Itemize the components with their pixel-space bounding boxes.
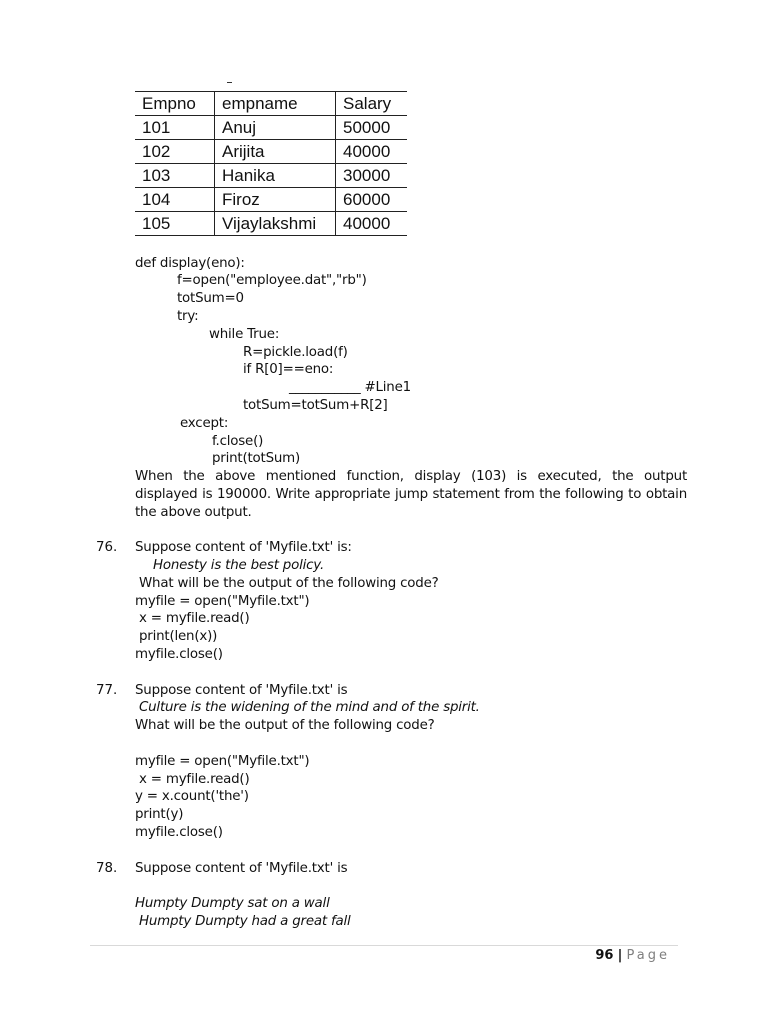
question-text: Suppose content of 'Myfile.txt' is [135,683,348,698]
code-line: myfile = open("Myfile.txt") [135,754,310,769]
code-line: f.close() [212,434,264,449]
table-row [135,116,407,140]
page-footer [595,948,670,963]
table-header-cell: empname [215,92,336,116]
file-content-text: Humpty Dumpty sat on a wall [135,896,330,911]
table-cell: 40000 [336,140,408,164]
code-line: print(len(x)) [139,629,218,644]
page-label: Page [626,948,670,963]
question-number: 78. [96,861,118,876]
question-paragraph: When the above mentioned function, display (103) is executed, the output displayed is 190000. Write appropriate jump statement from the following to obtain the above output. [135,469,687,520]
table-header-cell: Salary [336,92,408,116]
code-line: if R[0]==eno: [243,362,334,377]
file-content-text: Humpty Dumpty had a great fall [139,914,351,929]
table-cell: Firoz [215,188,336,212]
table-cell: 50000 [336,116,408,140]
code-line: myfile.close() [135,647,223,662]
code-line: x = myfile.read() [139,611,250,626]
footer-divider [90,945,678,946]
question-text: Suppose content of 'Myfile.txt' is [135,861,348,876]
code-line: totSum=0 [177,291,244,306]
code-line: while True: [209,327,280,342]
table-row [135,140,407,164]
code-line: x = myfile.read() [139,772,250,787]
question-text: Suppose content of 'Myfile.txt' is: [135,540,352,555]
code-line-blank: ___________ #Line1 [289,380,411,395]
table-cell: 104 [135,188,215,212]
code-line: try: [177,309,199,324]
question-text: What will be the output of the following code? [135,718,435,733]
table-cell: Vijaylakshmi [215,212,336,236]
table-cell: 102 [135,140,215,164]
code-line: print(totSum) [212,451,301,466]
code-line: print(y) [135,807,184,822]
table-header-cell: Empno [135,92,215,116]
code-line: totSum=totSum+R[2] [243,398,388,413]
table-cell: 60000 [336,188,408,212]
table-row [135,188,407,212]
code-line: myfile.close() [135,825,223,840]
code-line: myfile = open("Myfile.txt") [135,594,310,609]
code-line: f=open("employee.dat","rb") [177,273,367,288]
code-line: except: [180,416,229,431]
table-cell: 103 [135,164,215,188]
table-row [135,212,407,236]
employee-table [135,91,407,236]
table-cell: 40000 [336,212,408,236]
table-header-row [135,92,407,116]
footer-separator: | [617,948,623,963]
question-text: What will be the output of the following code? [139,576,439,591]
code-line: def display(eno): [135,256,245,271]
table-cell: 101 [135,116,215,140]
table-cell: 30000 [336,164,408,188]
stray-mark [227,82,232,83]
question-number: 76. [96,540,118,555]
code-line: R=pickle.load(f) [243,345,348,360]
table-cell: Arijita [215,140,336,164]
file-content-text: Culture is the widening of the mind and of the spirit. [139,700,480,715]
table-cell: Hanika [215,164,336,188]
file-content-text: Honesty is the best policy. [153,558,325,573]
table-cell: 105 [135,212,215,236]
table-row [135,164,407,188]
code-line: y = x.count('the') [135,789,249,804]
page-number: 96 [595,948,614,963]
question-number: 77. [96,683,118,698]
table-cell: Anuj [215,116,336,140]
